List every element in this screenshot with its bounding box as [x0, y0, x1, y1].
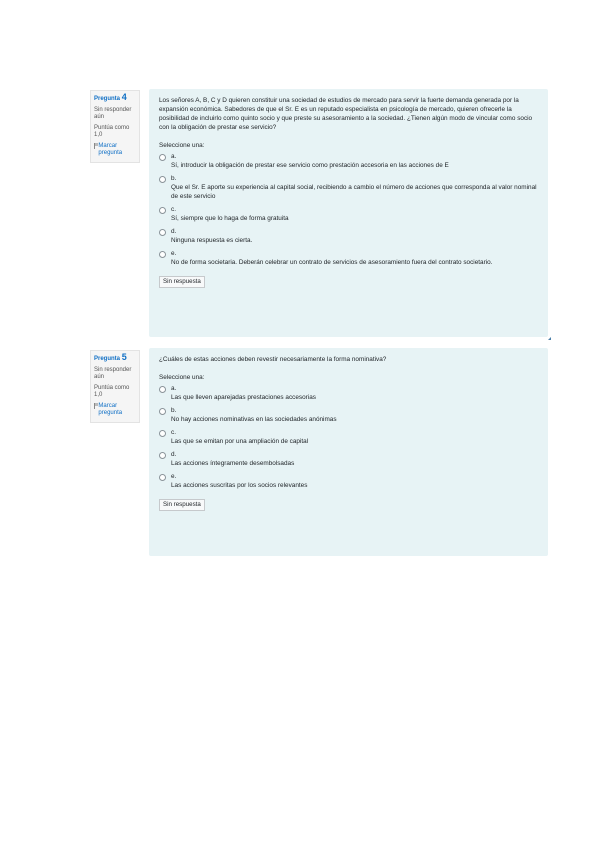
question-number: [94, 354, 136, 364]
option-letter: e.: [171, 250, 177, 257]
answer-option-d[interactable]: [159, 451, 538, 468]
question-label: Pregunta: [94, 356, 121, 362]
flag-icon: [94, 403, 97, 408]
option-text[interactable]: Las que lleven aparejadas prestaciones accesorias: [171, 394, 316, 401]
option-letter: c.: [171, 206, 176, 213]
option-text[interactable]: Las que se emitan por una ampliación de capital: [171, 438, 309, 445]
radio-button[interactable]: [159, 251, 166, 258]
option-text[interactable]: Las acciones suscritas por los socios relevantes: [171, 482, 308, 489]
option-letter: b.: [171, 175, 177, 182]
option-text[interactable]: Que el Sr. E aporte su experiencia al capital social, recibiendo a cambio el número de acciones que corresponda al valor nominal de este servicio: [171, 184, 537, 200]
answer-prompt: Seleccione una:: [159, 142, 205, 149]
question-info-4: [90, 90, 140, 163]
option-letter: a.: [171, 385, 177, 392]
radio-button[interactable]: [159, 176, 166, 183]
option-letter: c.: [171, 429, 176, 436]
option-letter: d.: [171, 228, 177, 235]
question-state: Sin responder aún: [94, 366, 132, 380]
option-text[interactable]: Las acciones íntegramente desembolsadas: [171, 460, 295, 467]
radio-button[interactable]: [159, 474, 166, 481]
radio-button[interactable]: [159, 154, 166, 161]
question-number-value: 5: [121, 352, 127, 362]
question-number: [94, 94, 136, 104]
answer-option-e[interactable]: [159, 250, 538, 267]
answer-option-d[interactable]: [159, 228, 538, 245]
question-content-5: [149, 348, 548, 556]
answer-option-b[interactable]: [159, 407, 538, 424]
question-content-4: [149, 89, 548, 337]
option-letter: b.: [171, 407, 177, 414]
radio-button[interactable]: [159, 229, 166, 236]
radio-button[interactable]: [159, 207, 166, 214]
answer-option-b[interactable]: [159, 175, 538, 201]
answer-option-c[interactable]: [159, 429, 538, 446]
question-grade: Puntúa como 1,0: [94, 124, 130, 138]
clear-choice-button[interactable]: Sin respuesta: [159, 276, 205, 288]
question-text: Los señores A, B, C y D quieren constituir una sociedad de estudios de mercado para servir la fuerte demanda generada por la expansión económica. Sabedores de que el Sr. E es un reputado especialista en psicología de mercado, quieren ofrecerle la posibilidad de incluirlo como quinto socio y que preste su asesoramiento a la sociedad. ¿Tienen algún modo de vincular como socio con la obligación de prestar ese servicio?: [159, 97, 533, 131]
option-text[interactable]: No de forma societaria. Deberán celebrar un contrato de servicios de asesoramiento fuera del contrato societario.: [171, 259, 493, 266]
flag-icon: [94, 143, 97, 148]
answer-prompt: Seleccione una:: [159, 374, 205, 381]
flag-question-link[interactable]: [94, 403, 136, 418]
option-letter: a.: [171, 153, 177, 160]
radio-button[interactable]: [159, 386, 166, 393]
answer-option-a[interactable]: [159, 385, 538, 402]
answer-option-c[interactable]: [159, 206, 538, 223]
option-text[interactable]: Ninguna respuesta es cierta.: [171, 237, 253, 244]
option-letter: e.: [171, 473, 177, 480]
option-text[interactable]: Sí, siempre que lo haga de forma gratuita: [171, 215, 289, 222]
resize-corner-icon: [548, 337, 551, 340]
question-number-value: 4: [121, 92, 127, 102]
answer-options: [159, 385, 538, 495]
question-grade: Puntúa como 1,0: [94, 384, 130, 398]
radio-button[interactable]: [159, 408, 166, 415]
question-label: Pregunta: [94, 96, 121, 102]
flag-question-link[interactable]: [94, 143, 136, 158]
question-info-5: [90, 350, 140, 423]
flag-label: Marcar pregunta: [98, 142, 123, 156]
answer-option-e[interactable]: [159, 473, 538, 490]
flag-label: Marcar pregunta: [98, 402, 123, 416]
radio-button[interactable]: [159, 430, 166, 437]
clear-choice-button[interactable]: Sin respuesta: [159, 499, 205, 511]
option-letter: d.: [171, 451, 177, 458]
answer-option-a[interactable]: [159, 153, 538, 170]
option-text[interactable]: Sí, introducir la obligación de prestar ese servicio como prestación accesoria en las acciones de E: [171, 162, 449, 169]
option-text[interactable]: No hay acciones nominativas en las sociedades anónimas: [171, 416, 337, 423]
radio-button[interactable]: [159, 452, 166, 459]
question-text: ¿Cuáles de estas acciones deben revestir necesariamente la forma nominativa?: [159, 356, 387, 363]
question-state: Sin responder aún: [94, 106, 132, 120]
answer-options: [159, 153, 538, 272]
